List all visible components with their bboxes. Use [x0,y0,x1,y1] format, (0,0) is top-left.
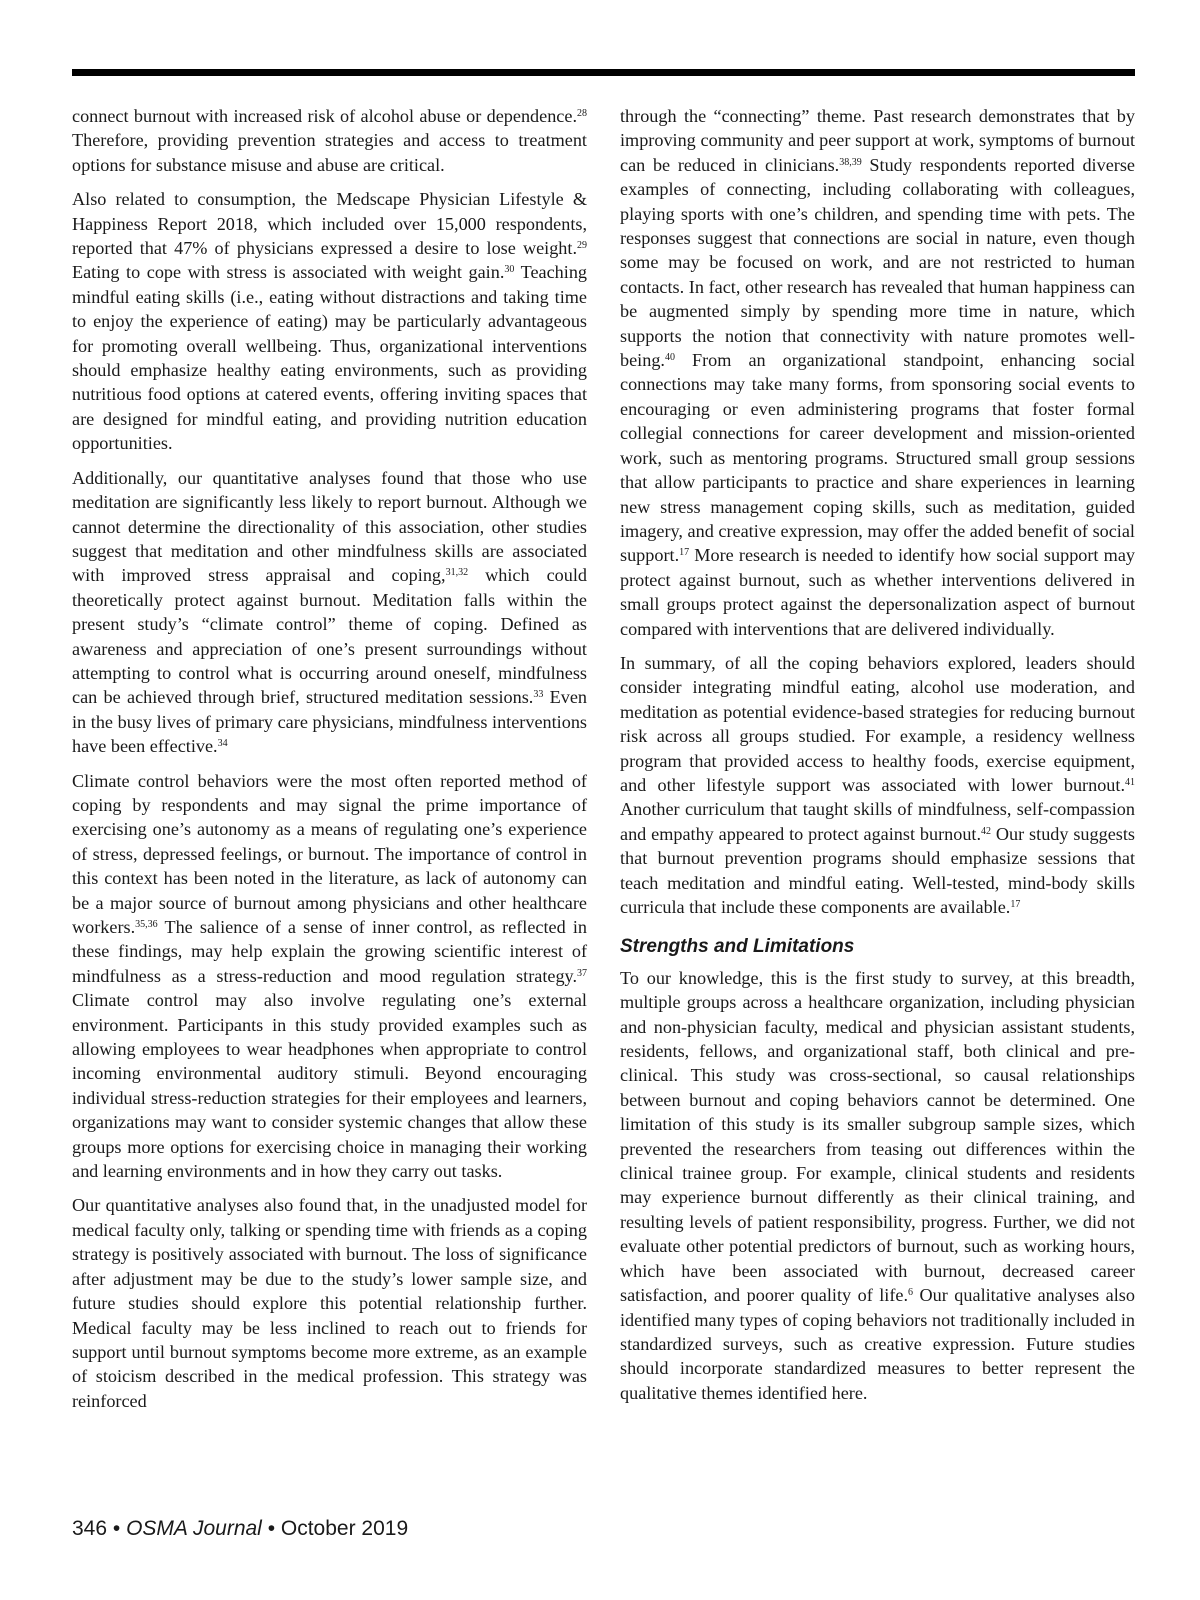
journal-name: OSMA Journal [126,1517,262,1540]
paragraph: Our quantitative analyses also found that, in the unadjusted model for medical faculty only, talking or spending time with friends as a coping strategy is positively associated with burnout. The loss of significance after adjustment may be due to the study’s lower sample size, and future studies should explore this potential relationship further. Medical faculty may be less inclined to reach out to friends for support until burnout symptoms become more extreme, as an example of stoicism described in the medical profession. This strategy was reinforced [72,1195,587,1411]
separator: • [107,1517,127,1540]
paragraph: Additionally, our quantitative analyses found that those who use meditation are significantly less likely to report burnout. Although we cannot determine the directionality of this association, other studies suggest that meditation and other mindfulness skills are associated with improved stress appraisal and coping,$^{31,32}$ which could theoretically protect against burnout. Meditation falls within the present study’s “climate control” theme of coping. Defined as awareness and appreciation of one’s present surroundings without attempting to control what is occurring around oneself, mindfulness can be achieved through brief, structured meditation sessions.$^{33}$ Even in the busy lives of primary care physicians, mindfulness interventions have been effective.$^{34}$ [72,467,588,757]
separator: • [261,1517,281,1540]
paragraph: To our knowledge, this is the first study to survey, at this breadth, multiple groups across a healthcare organization, including physician and non-physician faculty, medical and physician assistant students, residents, fellows, and organizational staff, both clinical and pre-clinical. This study was cross-sectional, so causal relationships between burnout and coping behaviors cannot be determined. One limitation of this study is its smaller subgroup sample sizes, which prevented the researchers from teasing out differences within the clinical trainee group. For example, clinical students and residents may experience burnout differently as their clinical training, and resulting levels of patient responsibility, progress. Further, we did not evaluate other potential predictors of burnout, such as working hours, which have been associated with burnout, decreased career satisfaction, and poorer quality of life.$^6$ Our qualitative analyses also identified many types of coping behaviors not traditionally included in standardized surveys, such as creative expression. Future studies should incorporate standardized measures to better represent the qualitative themes identified here. [620,967,1135,1403]
page-number: 346 [72,1517,108,1540]
paragraph: connect burnout with increased risk of alcohol abuse or dependence.$^{28}$ Therefore, providing prevention strategies and access to treatment options for substance misuse and abuse are critical. [72,106,587,175]
right-column [620,104,1135,1415]
paragraph: In summary, of all the coping behaviors explored, leaders should consider integrating mindful eating, alcohol use moderation, and meditation as potential evidence-based strategies for reducing burnout risk across all groups studied. For example, a residency wellness program that provided access to healthy foods, exercise equipment, and other lifestyle support was associated with lower burnout.$^{41}$ Another curriculum that taught skills of mindfulness, self-compassion and empathy appeared to protect against burnout.$^{42}$ Our study suggests that burnout prevention programs should emphasize sessions that teach meditation and mindful eating. Well-tested, mind-body skills curricula that include these components are available.$^{17}$ [620,652,1135,917]
left-column [72,104,587,1423]
header-rule [72,69,1135,76]
page-footer [72,1517,408,1541]
paragraph: Climate control behaviors were the most often reported method of coping by respondents and may signal the prime importance of exercising one’s autonomy as a means of regulating one’s experience of stress, depressed feelings, or burnout. The importance of control in this context has been noted in the literature, as lack of autonomy can be a major source of burnout among physicians and other healthcare workers.$^{35,36}$ The salience of a sense of inner control, as reflected in these findings, may help explain the growing scientific interest of mindfulness as a stress-reduction and mood regulation strategy.$^{37}$ Climate control may also involve regulating one’s external environment. Participants in this study provided examples such as allowing employees to wear headphones when appropriate to control incoming environmental auditory stimuli. Beyond encouraging individual stress-reduction strategies for their employees and learners, organizations may want to consider systemic changes that allow these groups more options for exercising choice in managing their working and learning environments and in how they carry out tasks. [72,770,587,1182]
section-heading: Strengths and Limitations [620,936,855,958]
paragraph: Also related to consumption, the Medscape Physician Lifestyle & Happiness Report 2018, which included over 15,000 respondents, reported that 47% of physicians expressed a desire to lose weight.$^{29}$ Eating to cope with stress is associated with weight gain.$^{30}$ Teaching mindful eating skills (i.e., eating without distractions and taking time to enjoy the experience of eating) may be particularly advantageous for promoting overall wellbeing. Thus, organizational interventions should emphasize healthy eating environments, such as providing nutritious food options at catered events, offering inviting spaces that are designed for mindful eating, and providing nutrition education opportunities. [72,189,588,454]
paragraph: through the “connecting” theme. Past research demonstrates that by improving community and peer support at work, symptoms of burnout can be reduced in clinicians.$^{38,39}$ Study respondents reported diverse examples of connecting, including collaborating with colleagues, playing sports with one’s children, and spending time with pets. The responses suggest that connections are social in nature, even though some may be focused on work, and are not restricted to human contacts. In fact, other research has revealed that human happiness can be augmented simply by spending more time in nature, which supports the notion that connectivity with nature promotes well-being.$^{40}$ From an organizational standpoint, enhancing social connections may take many forms, from sponsoring social events to encouraging or even administering programs that foster formal collegial connections for career development and mission-oriented work, such as mentoring programs. Structured small group sessions that allow participants to practice and share experiences in learning new stress management coping skills, such as meditation, guided imagery, and creative expression, may offer the added benefit of social support.$^{17}$ More research is needed to identify how social support may protect against burnout, such as whether interventions delivered in small groups protect against the depersonalization aspect of burnout compared with interventions that are delivered individually. [620,106,1135,639]
issue-date: October 2019 [280,1517,409,1540]
